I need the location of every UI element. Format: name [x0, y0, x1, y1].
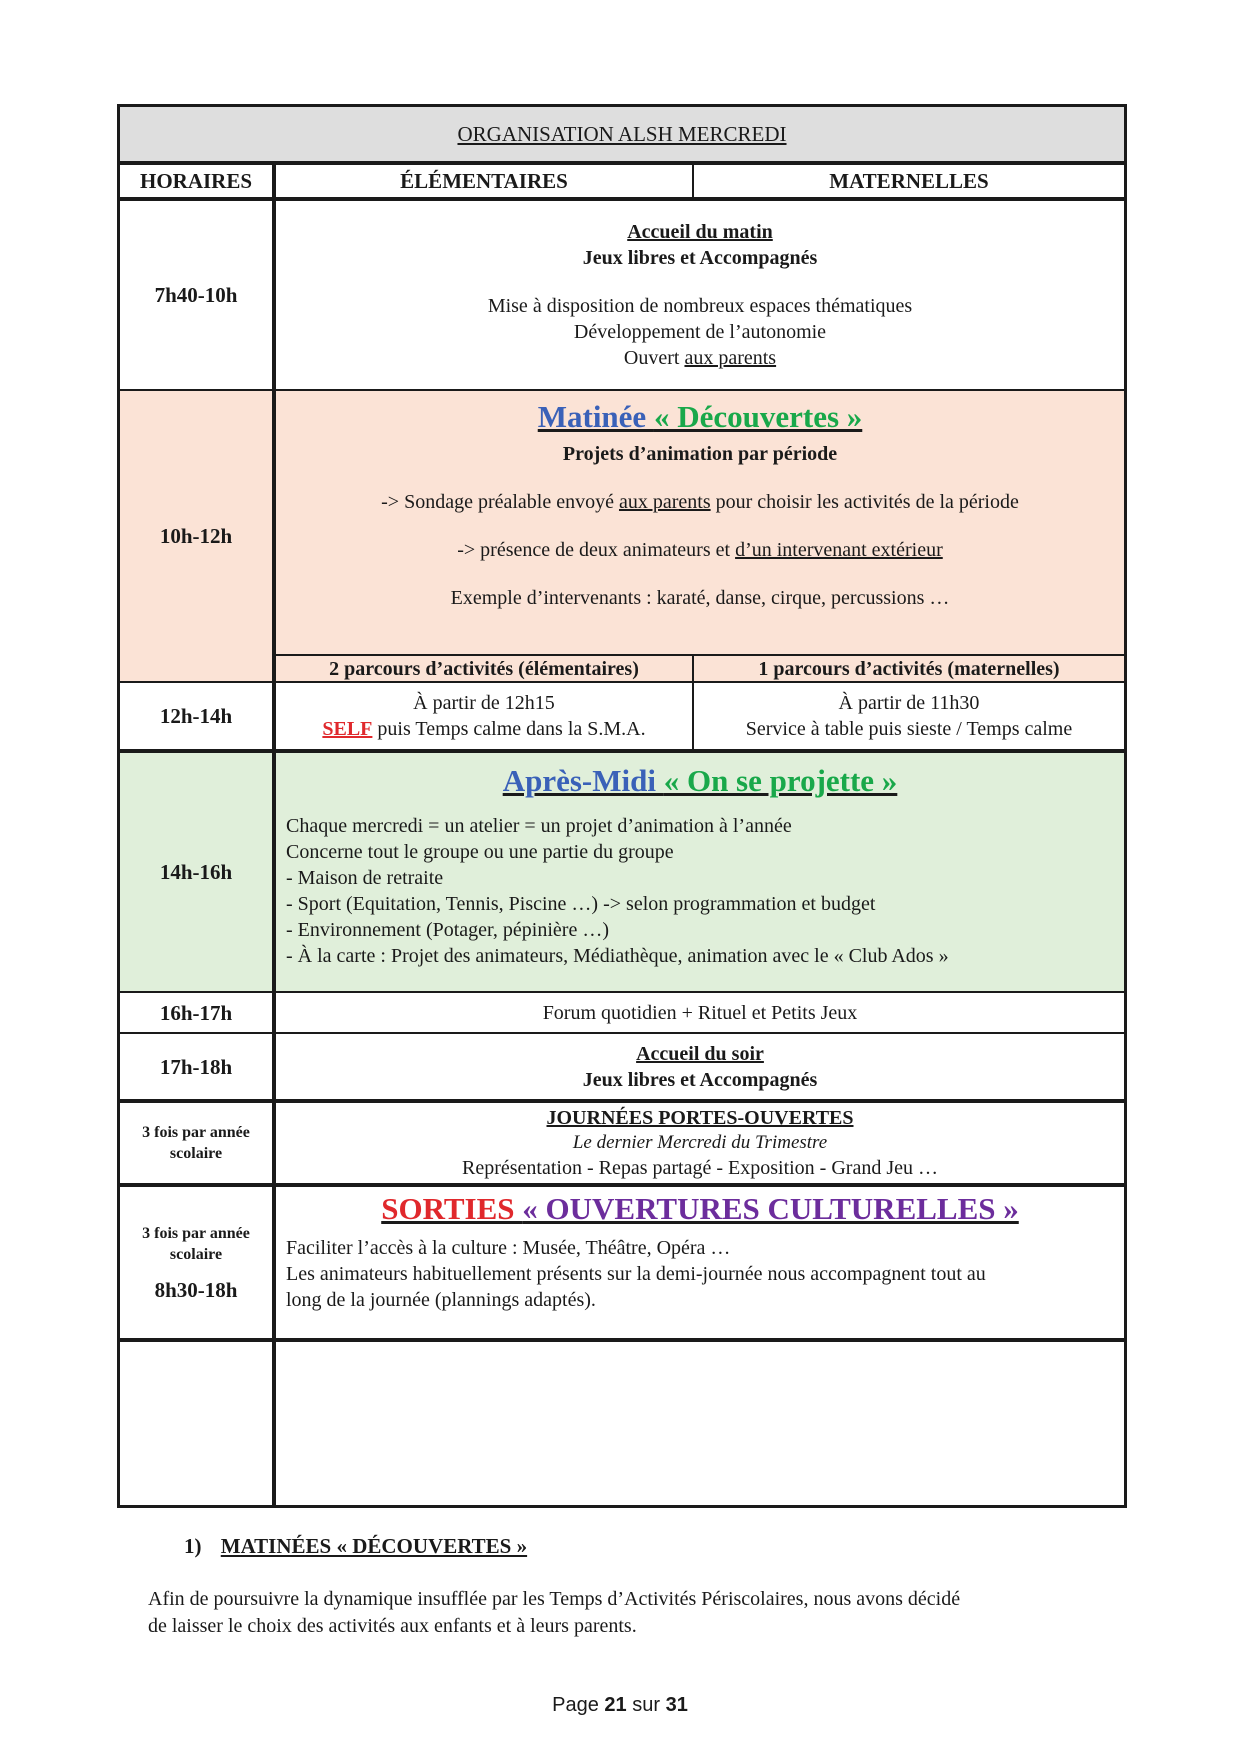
time-cell-soir: 17h-18h: [120, 1033, 275, 1100]
matinee-subtitle: Projets d’animation par période: [562, 443, 838, 465]
time-cell-matinee: 10h-12h: [120, 390, 275, 682]
table-title: ORGANISATION ALSH MERCREDI: [457, 122, 787, 146]
portes-ouvertes-title: JOURNÉES PORTES-OUVERTES: [546, 1107, 854, 1129]
section-number: 1): [184, 1534, 202, 1558]
list-item: - À la carte : Projet des animateurs, Médiathèque, animation avec le « Club Ados »: [286, 945, 949, 967]
table-title-cell: [120, 107, 1124, 164]
matinee-title-part2: « Découvertes »: [653, 399, 863, 434]
accueil-soir-subtitle: Jeux libres et Accompagnés: [582, 1068, 818, 1091]
time-cell-apres-midi: 14h-16h: [120, 750, 275, 992]
freq-cell-sorties: 3 fois par année scolaire 8h30-18h: [120, 1184, 275, 1339]
apres-midi-cell: [275, 750, 1124, 992]
list-item: - Environnement (Potager, pépinière …): [286, 919, 609, 941]
list-item: Concerne tout le groupe ou une partie du groupe: [286, 841, 674, 863]
page-number: Page 21 sur 31: [552, 1694, 688, 1716]
matinee-cell: Matinée « Découvertes » Projets d’animation par période -> Sondage préalable envoyé aux parents pour choisir les activités de la période -> présence de deux animateurs et d’un intervenant extérieur Exemple d’intervenants : karaté, danse, cirque, percussions …: [275, 390, 1124, 655]
parcours-maternelles: 1 parcours d’activités (maternelles): [693, 655, 1124, 682]
time-cell-forum: 16h-17h: [120, 992, 275, 1033]
section-heading: [184, 1532, 527, 1560]
accueil-matin-cell: Accueil du matin Jeux libres et Accompagnés Mise à disposition de nombreux espaces thématiques Développement de l’autonomie Ouvert aux parents: [275, 198, 1124, 390]
parcours-elementaires: 2 parcours d’activités (élémentaires): [275, 655, 693, 682]
freq-cell-portes-ouvertes: 3 fois par année scolaire: [120, 1100, 275, 1184]
matinee-title-part1: Matinée: [537, 399, 654, 434]
list-item: - Sport (Equitation, Tennis, Piscine …) -> selon programmation et budget: [286, 893, 876, 915]
sorties-cell: SORTIES « OUVERTURES CULTURELLES » Faciliter l’accès à la culture : Musée, Théâtre, Opéra … Les animateurs habituellement présents sur la demi-journée nous accompagnent tout au long de la journée (plannings adaptés).: [275, 1184, 1124, 1339]
accueil-matin-title: Accueil du matin: [627, 221, 773, 243]
apres-midi-list: [276, 813, 1124, 969]
midi-elementaires-cell: À partir de 12h15 SELF puis Temps calme dans la S.M.A.: [275, 682, 693, 750]
accueil-matin-subtitle: Jeux libres et Accompagnés: [582, 247, 818, 269]
portes-ouvertes-cell: JOURNÉES PORTES-OUVERTES Le dernier Mercredi du Trimestre Représentation - Repas partagé - Exposition - Grand Jeu …: [275, 1100, 1124, 1184]
header-elementaires: ÉLÉMENTAIRES: [275, 164, 693, 198]
time-cell-midi: 12h-14h: [120, 682, 275, 750]
list-item: - Maison de retraite: [286, 867, 444, 889]
sorties-title-part1: SORTIES: [381, 1191, 523, 1226]
apres-midi-title-part2: « On se projette »: [663, 763, 898, 798]
empty-time-cell: [120, 1339, 275, 1505]
midi-maternelles-cell: À partir de 11h30 Service à table puis sieste / Temps calme: [693, 682, 1124, 750]
sorties-title-part2: « OUVERTURES CULTURELLES »: [522, 1191, 1019, 1226]
accueil-soir-title: Accueil du soir: [636, 1042, 764, 1065]
empty-content-cell: [275, 1339, 1124, 1505]
self-label: SELF: [322, 718, 373, 740]
list-item: Chaque mercredi = un atelier = un projet d’animation à l’année: [286, 815, 792, 837]
alsh-schedule-table: [117, 104, 1127, 1508]
section-paragraph: Afin de poursuivre la dynamique insufflée par les Temps d’Activités Périscolaires, nous avons décidé de laisser le choix des activités aux enfants et à leurs parents.: [148, 1588, 961, 1637]
section-title: MATINÉES « DÉCOUVERTES »: [220, 1534, 528, 1558]
accueil-soir-cell: [275, 1033, 1124, 1100]
time-cell-morning: 7h40-10h: [120, 198, 275, 390]
header-maternelles: MATERNELLES: [693, 164, 1124, 198]
apres-midi-title-part1: Après-Midi: [502, 763, 664, 798]
forum-cell: Forum quotidien + Rituel et Petits Jeux: [275, 992, 1124, 1033]
header-horaires: HORAIRES: [120, 164, 275, 198]
